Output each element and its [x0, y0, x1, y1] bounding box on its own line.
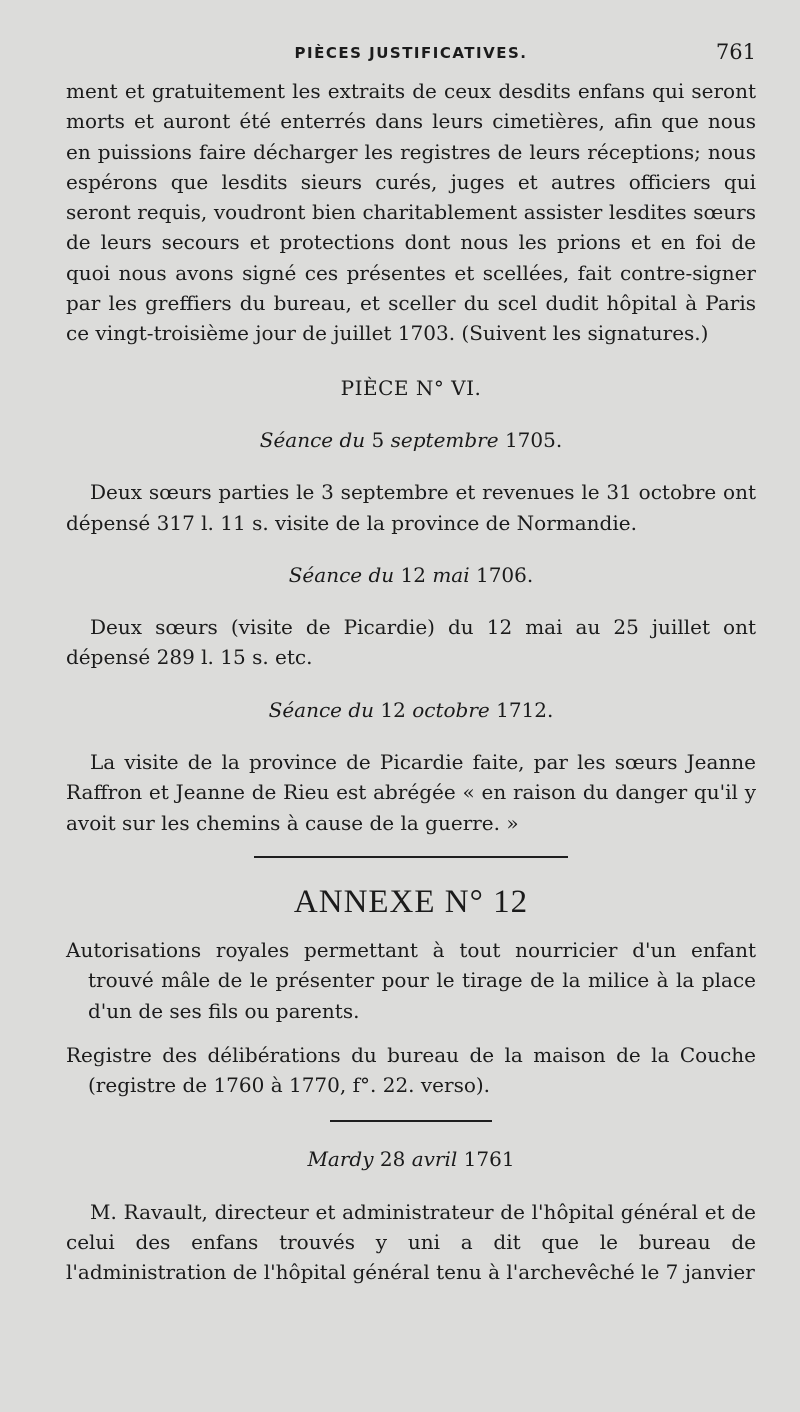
seance-month: mai	[432, 562, 470, 587]
running-title: PIÈCES JUSTIFICATIVES.	[294, 44, 528, 62]
piece-heading: PIÈCE N° VI.	[340, 375, 482, 400]
seance-paragraph: La visite de la province de Picardie faite, par les sœurs Jeanne Raffron et Jeanne de Rieu est abrégée « en raison du danger qu'il y avoit sur les chemins à cause de la guerre. »	[66, 750, 756, 835]
date-day: Mardy	[307, 1147, 374, 1172]
annexe-title: Autorisations royales permettant à tout nourricier d'un enfant trouvé mâle de le présenter pour le tirage de la milice à la place d'un de ses fils ou parents.	[66, 937, 756, 1023]
seance-date-number: 12	[380, 697, 406, 722]
seance-heading	[66, 560, 756, 590]
intro-paragraph: ment et gratuitement les extraits de ceux desdits enfans qui seront morts et auront été enterrés dans leurs cimetières, afin que nous en puissions faire décharger les registres de leurs réceptions; nous espérons que lesdits sieurs curés, juges et autres officiers qui seront requis, voudront bien charitablement assister lesdites sœurs de leurs secours et protections dont nous les prions et en foi de quoi nous avons signé ces présentes et scellées, fait contre-signer par les greffiers du bureau, et sceller du scel dudit hôpital à Paris ce vingt-troisième jour de juillet 1703. (Suivent les signatures.)	[66, 79, 756, 346]
seance-date-number: 5	[371, 427, 385, 452]
seance-month: septembre	[390, 427, 499, 452]
seance-paragraph: Deux sœurs (visite de Picardie) du 12 mai au 25 juillet ont dépensé 289 l. 15 s. etc.	[66, 615, 756, 670]
date-heading	[66, 1144, 756, 1174]
date-month: avril	[411, 1147, 458, 1172]
date-number: 28	[379, 1147, 406, 1172]
page-number: 761	[715, 40, 756, 64]
seance-heading	[66, 425, 756, 455]
running-header	[66, 40, 756, 66]
seance-heading	[66, 695, 756, 725]
page-content	[66, 76, 756, 1288]
short-divider	[330, 1120, 492, 1122]
seance-label: Séance du	[288, 562, 395, 587]
date-year: 1761	[463, 1147, 515, 1172]
seance-year: 1712.	[496, 697, 554, 722]
seance-label: Séance du	[259, 427, 366, 452]
seance-paragraph: Deux sœurs parties le 3 septembre et revenues le 31 octobre ont dépensé 317 l. 11 s. visite de la province de Normandie.	[66, 480, 756, 535]
final-paragraph: M. Ravault, directeur et administrateur de l'hôpital général et de celui des enfans trouvés y uni a dit que le bureau de l'administration de l'hôpital général tenu à l'archevêché le 7 janvier	[66, 1199, 756, 1285]
registre-reference: Registre des délibérations du bureau de la maison de la Couche (registre de 1760 à 1770, f°. 22. verso).	[66, 1042, 756, 1098]
seance-label: Séance du	[268, 697, 375, 722]
seance-year: 1706.	[475, 562, 534, 587]
section-divider	[254, 856, 568, 858]
annexe-heading: ANNEXE N° 12	[293, 883, 529, 920]
seance-month: octobre	[412, 697, 490, 722]
seance-year: 1705.	[504, 427, 563, 452]
seance-date-number: 12	[400, 562, 426, 587]
